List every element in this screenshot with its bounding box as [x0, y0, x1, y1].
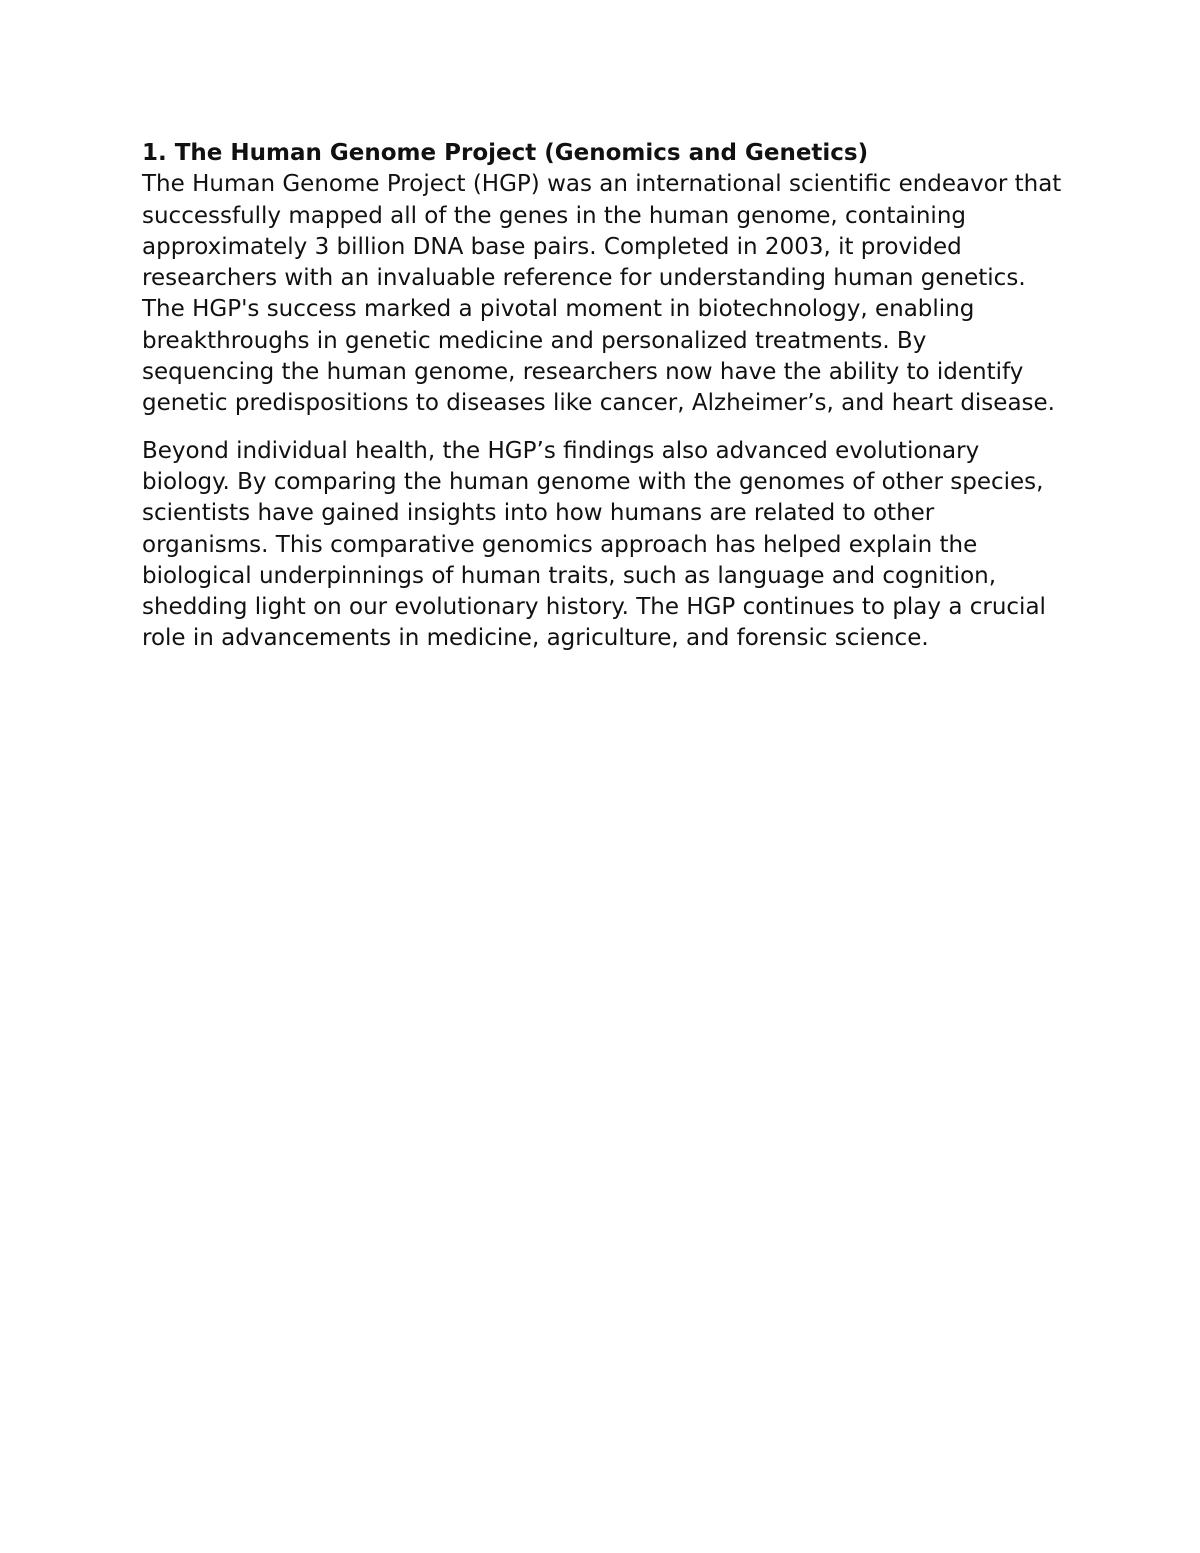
section-heading: 1. The Human Genome Project (Genomics and Genetics) — [142, 140, 869, 166]
document-body — [142, 138, 1062, 655]
paragraph-1: The Human Genome Project (HGP) was an international scientific endeavor that successfully mapped all of the genes in the human genome, containing approximately 3 billion DNA base pairs. Completed in 2003, it provided researchers with an invaluable reference for understanding human genetics. The HGP's success marked a pivotal moment in biotechnology, enabling breakthroughs in genetic medicine and personalized treatments. By sequencing the human genome, researchers now have the ability to identify genetic predispositions to diseases like cancer, Alzheimer’s, and heart disease. — [142, 171, 1062, 417]
first-paragraph-block — [142, 138, 1062, 420]
paragraph-2: Beyond individual health, the HGP’s findings also advanced evolutionary biology. By comparing the human genome with the genomes of other species, scientists have gained insights into how humans are related to other organisms. This comparative genomics approach has helped explain the biological underpinnings of human traits, such as language and cognition, shedding light on our evolutionary history. The HGP continues to play a crucial role in advancements in medicine, agriculture, and forensic science. — [142, 437, 1046, 652]
